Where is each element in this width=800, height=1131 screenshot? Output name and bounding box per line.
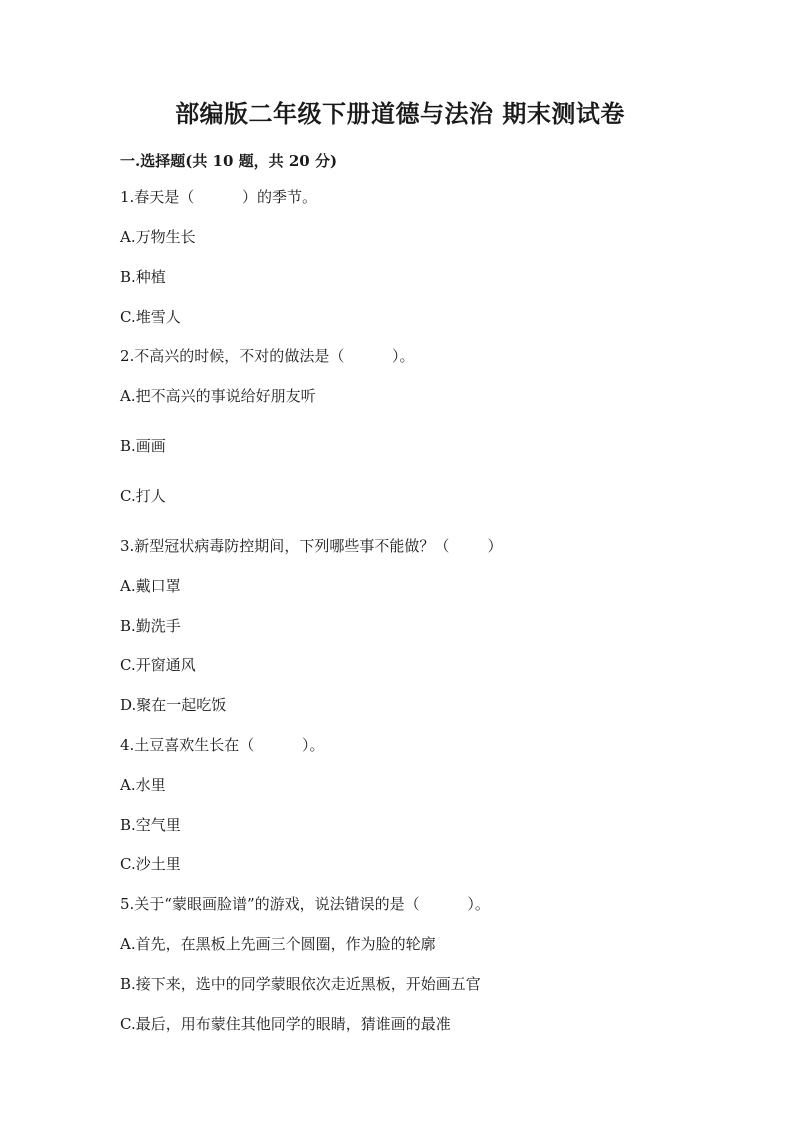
question-1-option-a: A.万物生长 xyxy=(120,228,196,246)
question-5-option-b: B.接下来，选中的同学蒙眼依次走近黑板，开始画五官 xyxy=(120,975,481,993)
question-4-option-a: A.水里 xyxy=(120,776,166,794)
question-3-option-d: D.聚在一起吃饭 xyxy=(120,696,227,714)
question-4-stem: 4.土豆喜欢生长在（ ）。 xyxy=(120,736,325,754)
question-2-option-c: C.打人 xyxy=(120,487,166,505)
page-title: 部编版二年级下册道德与法治 期末测试卷 xyxy=(175,99,625,128)
question-2-stem: 2.不高兴的时候，不对的做法是（ ）。 xyxy=(120,347,415,365)
question-4-option-b: B.空气里 xyxy=(120,816,181,834)
question-2-option-b: B.画画 xyxy=(120,437,166,455)
question-3-option-b: B.勤洗手 xyxy=(120,617,181,635)
question-1-stem: 1.春天是（ ）的季节。 xyxy=(120,188,317,206)
question-3-option-c: C.开窗通风 xyxy=(120,656,196,674)
question-5-option-a: A.首先，在黑板上先画三个圆圈，作为脸的轮廓 xyxy=(120,935,436,953)
question-3-stem: 3.新型冠状病毒防控期间，下列哪些事不能做？（ ） xyxy=(120,537,503,555)
question-5-option-c: C.最后，用布蒙住其他同学的眼睛，猜谁画的最准 xyxy=(120,1015,451,1033)
question-1-option-b: B.种植 xyxy=(120,268,166,286)
question-3-option-a: A.戴口罩 xyxy=(120,577,181,595)
question-5-stem: 5.关于“蒙眼画脸谱”的游戏，说法错误的是（ ）。 xyxy=(120,895,490,913)
question-4-option-c: C.沙土里 xyxy=(120,855,181,873)
question-2-option-a: A.把不高兴的事说给好朋友听 xyxy=(120,387,316,405)
section-heading: 一.选择题(共 10 题，共 20 分) xyxy=(120,152,338,170)
question-1-option-c: C.堆雪人 xyxy=(120,308,181,326)
